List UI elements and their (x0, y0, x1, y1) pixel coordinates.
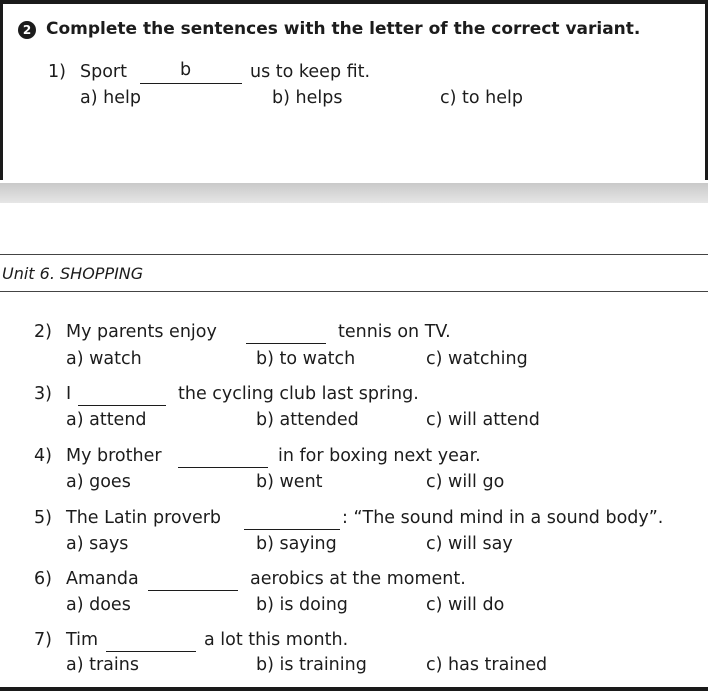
question-5-text-after: : “The sound mind in a sound body”. (342, 508, 664, 528)
question-7-option-a[interactable]: a) trains (66, 655, 139, 675)
question-3-option-c[interactable]: c) will attend (426, 410, 540, 430)
question-6-text-after: aerobics at the moment. (250, 569, 466, 589)
task-title: Complete the sentences with the letter of the correct variant. (46, 19, 641, 39)
question-5-option-a[interactable]: a) says (66, 534, 129, 554)
question-6-option-c[interactable]: c) will do (426, 595, 505, 615)
question-2-text-after: tennis on TV. (338, 322, 451, 342)
question-3-text-before: I (66, 384, 72, 404)
question-1-option-c[interactable]: c) to help (440, 88, 523, 108)
question-6-option-b[interactable]: b) is doing (256, 595, 348, 615)
question-2-option-b[interactable]: b) to watch (256, 349, 356, 369)
page-border-left (0, 0, 3, 180)
question-7-option-c[interactable]: c) has trained (426, 655, 548, 675)
question-6-text-before: Amanda (66, 569, 139, 589)
question-4-option-b[interactable]: b) went (256, 472, 323, 492)
question-5-text-before: The Latin proverb (66, 508, 222, 528)
question-4-number: 4) (34, 446, 52, 466)
question-5-number: 5) (34, 508, 52, 528)
question-4-blank[interactable] (178, 467, 268, 468)
unit-heading: Unit 6. SHOPPING (2, 264, 144, 283)
question-1-blank[interactable] (140, 83, 242, 84)
question-6-option-a[interactable]: a) does (66, 595, 131, 615)
page-separator (0, 183, 708, 203)
question-2-number: 2) (34, 322, 52, 342)
question-3-number: 3) (34, 384, 52, 404)
question-5-blank[interactable] (244, 529, 340, 530)
question-5-option-b[interactable]: b) saying (256, 534, 337, 554)
unit-rule-bottom (0, 291, 708, 292)
page-border-bottom (0, 687, 708, 691)
question-3-blank[interactable] (78, 405, 166, 406)
question-1-text-before: Sport (80, 62, 127, 82)
question-7-text-before: Tim (66, 630, 99, 650)
question-5-option-c[interactable]: c) will say (426, 534, 513, 554)
question-1-option-b[interactable]: b) helps (272, 88, 343, 108)
question-6-number: 6) (34, 569, 52, 589)
unit-rule-top (0, 254, 708, 255)
question-7-number: 7) (34, 630, 52, 650)
question-4-option-c[interactable]: c) will go (426, 472, 505, 492)
question-1-text-after: us to keep fit. (250, 62, 371, 82)
question-7-text-after: a lot this month. (204, 630, 349, 650)
question-1-number: 1) (48, 62, 66, 82)
question-2-option-c[interactable]: c) watching (426, 349, 528, 369)
question-2-blank[interactable] (246, 343, 326, 344)
question-2-option-a[interactable]: a) watch (66, 349, 142, 369)
question-4-option-a[interactable]: a) goes (66, 472, 131, 492)
question-2-text-before: My parents enjoy (66, 322, 217, 342)
question-7-blank[interactable] (106, 651, 196, 652)
question-4-text-after: in for boxing next year. (278, 446, 481, 466)
question-3-text-after: the cycling club last spring. (178, 384, 419, 404)
question-4-text-before: My brother (66, 446, 162, 466)
question-1-option-a[interactable]: a) help (80, 88, 141, 108)
question-1-answer: b (180, 60, 192, 80)
task-number-badge: 2 (18, 21, 36, 39)
question-3-option-a[interactable]: a) attend (66, 410, 147, 430)
question-3-option-b[interactable]: b) attended (256, 410, 359, 430)
question-6-blank[interactable] (148, 590, 238, 591)
page-border-top (0, 0, 708, 4)
question-7-option-b[interactable]: b) is training (256, 655, 367, 675)
